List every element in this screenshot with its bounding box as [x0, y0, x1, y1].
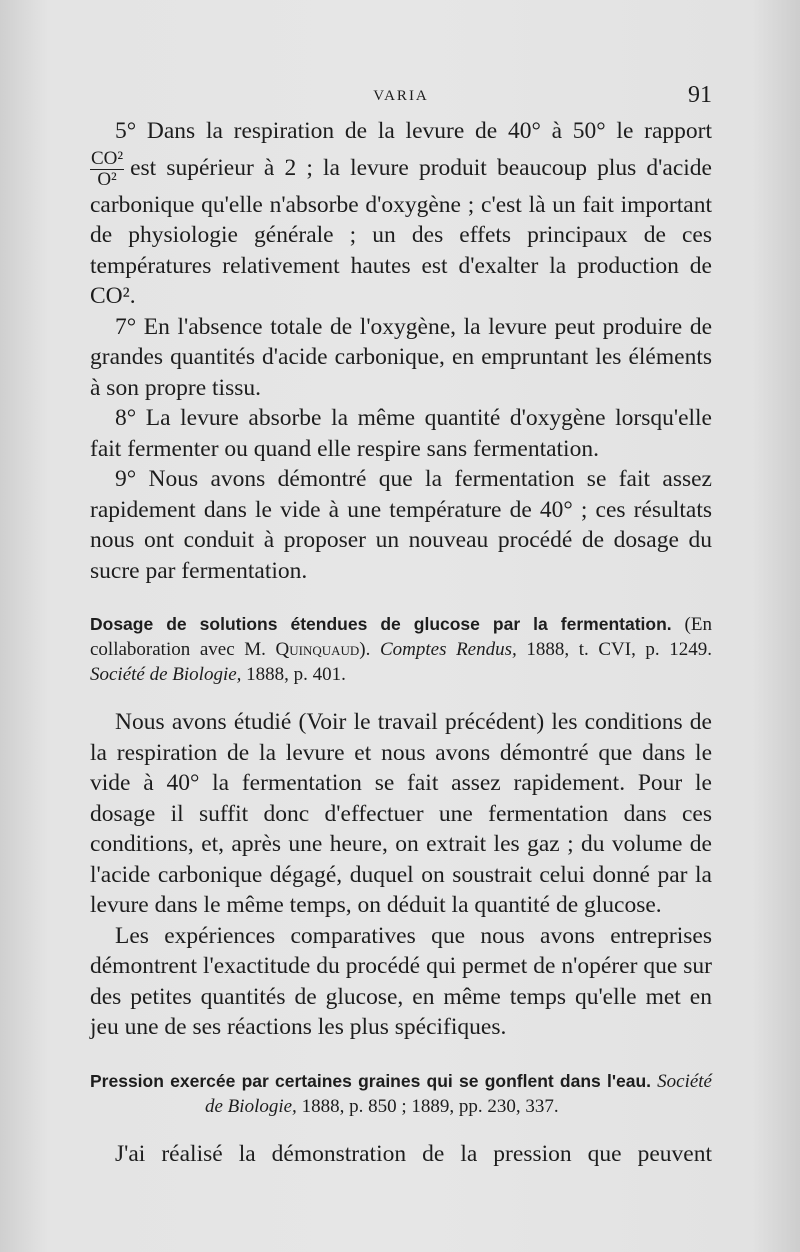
running-head: VARIA: [373, 88, 429, 104]
fraction-numerator: CO²: [91, 147, 124, 169]
item-5-ratio-line: [90, 147, 712, 190]
item-5-rest: carbonique qu'elle n'absorbe d'oxygène ; c'est là un fait important de physiologie générale ; un des effets principaux de ces températures relativement hautes est d'exalter la production de CO².: [90, 191, 712, 309]
journal-societe: Société: [651, 1070, 712, 1092]
journal-comptes-rendus: Comptes Rendus,: [379, 639, 517, 660]
reference: 1888, p. 850 ; 1889, pp. 230, 337.: [296, 1095, 559, 1117]
page-number: 91: [688, 82, 712, 108]
page-header: [90, 84, 712, 114]
journal-societe-biologie: Société de Biologie,: [90, 664, 242, 685]
bibliography-entry-pression: [90, 1069, 712, 1119]
journal-de-biologie: de Biologie,: [205, 1095, 297, 1117]
entry-title: Dosage de solutions étendues de glucose par la fermentation.: [90, 614, 672, 634]
entry-title: Pression exercée par certaines graines qui se gonflent dans l'eau.: [90, 1070, 652, 1091]
item-8: 8° La levure absorbe la même quantité d'oxygène lorsqu'elle fait fermenter ou quand elle respire sans fermentation.: [90, 405, 712, 462]
item-5-ratio-text: est supérieur à 2 ; la levure produit beaucoup plus d'acide: [130, 154, 712, 181]
reference-1: 1888, t. CVI, p. 1249.: [516, 639, 713, 660]
bibliography-entry-dosage: [90, 612, 712, 687]
co2-o2-fraction: [90, 149, 124, 190]
paragraph-pression-1: J'ai réalisé la démonstration de la pression que peuvent: [115, 1140, 712, 1167]
collab-name: Quinquaud: [275, 639, 360, 660]
item-5-lead: 5° Dans la respiration de la levure de 40° à 50° le rapport: [115, 118, 712, 144]
paragraph-dosage-2: Les expériences comparatives que nous avons entreprises démontrent l'exactitude du procédé qui permet de n'opérer que sur des petites quantités de glucose, en même temps qu'elle met en jeu une de ses réactions les plus spécifiques.: [90, 922, 712, 1040]
fraction-denominator: O²: [97, 168, 117, 190]
item-7: 7° En l'absence totale de l'oxygène, la levure peut produire de grandes quantités d'acide carbonique, en empruntant les éléments à son propre tissu.: [90, 313, 712, 401]
collab-open: (En collaboration avec M.: [90, 614, 712, 660]
item-9: 9° Nous avons démontré que la fermentation se fait assez rapidement dans le vide à une température de 40° ; ces résultats nous ont conduit à proposer un nouveau procédé de dosage du sucre par fermentation.: [90, 466, 712, 584]
paragraph-dosage-1: Nous avons étudié (Voir le travail précédent) les conditions de la respiration de la levure et nous avons démontré que dans le vide à 40° la fermentation se fait assez rapidement. Pour le dosage il suffit donc d'effectuer une fermentation dans ces conditions, et, après une heure, on extrait les gaz ; du volume de l'acide carbonique dégagé, duquel on soustrait celui donné par la levure dans le même temps, on déduit la quantité de glucose.: [90, 709, 712, 918]
page-body: [90, 116, 712, 1169]
reference-2: 1888, p. 401.: [241, 664, 346, 685]
collab-close: ).: [359, 639, 380, 660]
